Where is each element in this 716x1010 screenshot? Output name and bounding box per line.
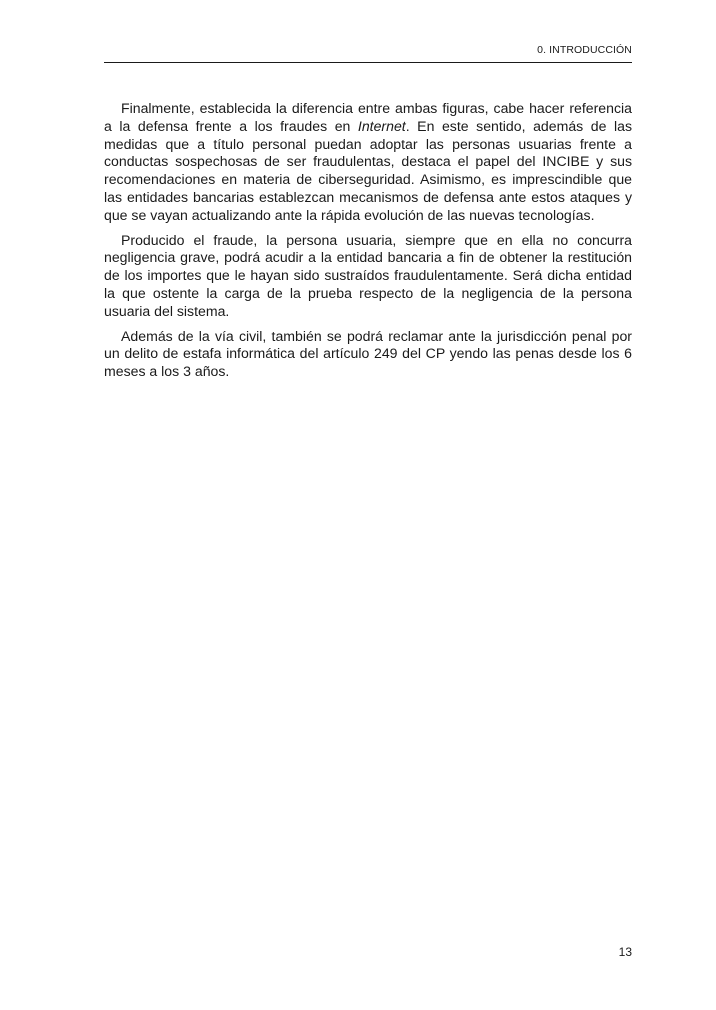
- paragraph-2: Producido el fraude, la persona usuaria, siempre que en ella no concurra negligencia grave, podrá acudir a la entidad bancaria a fin de obtener la restitución de los importes que le hayan sido sustraídos fraudulentamente. Será dicha entidad la que ostente la carga de la prueba respecto de la negligencia de la persona usuaria del sistema.: [104, 231, 632, 319]
- paragraph-1-text-start: Finalmente, establecida la diferencia entre ambas figuras, cabe hacer referencia a la defensa frente a los fraudes en: [104, 100, 632, 134]
- running-header: 0. INTRODUCCIÓN: [537, 44, 632, 56]
- page-number: 13: [618, 945, 632, 959]
- body-text: [104, 100, 632, 388]
- paragraph-1-text-end: . En este sentido, además de las medidas que a título personal puedan adoptar las personas usuarias frente a conductas sospechosas de ser fraudulentas, destaca el papel del INCIBE y sus recomendaciones en materia de ciberseguridad. Asimismo, es imprescindible que las entidades bancarias establezcan mecanismos de defensa ante estos ataques y que se vayan actualizando ante la rápida evolución de las nuevas tecnologías.: [104, 117, 632, 223]
- paragraph-1: [104, 100, 632, 225]
- paragraph-1-italic-term: Internet: [357, 117, 406, 134]
- paragraph-3: Además de la vía civil, también se podrá reclamar ante la jurisdicción penal por un delito de estafa informática del artículo 249 del CP yendo las penas desde los 6 meses a los 3 años.: [104, 327, 632, 380]
- header-rule: [104, 62, 632, 63]
